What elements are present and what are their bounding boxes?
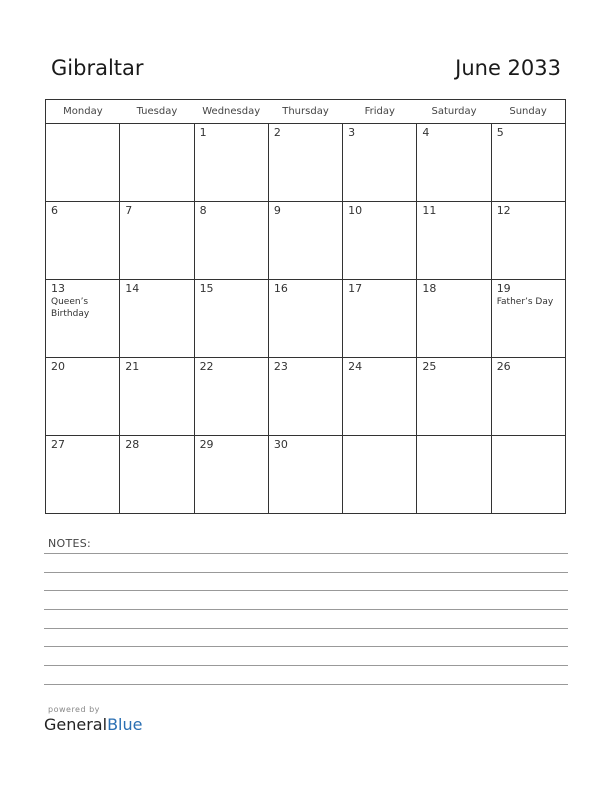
calendar-day-cell: [268, 124, 342, 202]
calendar-day-cell: [194, 202, 268, 280]
notes-line: [44, 553, 568, 554]
weekday-header: Sunday: [491, 100, 565, 124]
weekday-header: Saturday: [417, 100, 491, 124]
day-number: 29: [199, 438, 214, 451]
day-number: 8: [199, 204, 207, 217]
calendar-day-cell: [46, 124, 120, 202]
day-number: 26: [496, 360, 511, 373]
notes-line: [44, 572, 568, 573]
calendar-day-cell: [491, 124, 565, 202]
calendar-day-cell: [194, 436, 268, 514]
calendar-day-cell: [120, 436, 194, 514]
day-number: 3: [348, 126, 356, 139]
day-number: 30: [273, 438, 288, 451]
day-number: 12: [496, 204, 511, 217]
calendar-day-cell: [120, 280, 194, 358]
calendar-day-cell: [491, 280, 565, 358]
holiday-label: Queen’s Birthday: [51, 297, 90, 319]
day-number: 20: [51, 360, 65, 373]
brand-name: [44, 715, 142, 734]
calendar-week-row: [46, 436, 566, 514]
calendar-body: [46, 124, 566, 514]
notes-line: [44, 609, 568, 610]
calendar-week-row: [46, 124, 566, 202]
calendar-day-cell: [268, 358, 342, 436]
brand-name-general: General: [44, 715, 108, 734]
calendar-day-cell: [343, 436, 417, 514]
day-number: 25: [422, 360, 437, 373]
calendar-day-cell: [194, 280, 268, 358]
calendar-day-cell: [268, 436, 342, 514]
calendar-week-row: [46, 358, 566, 436]
day-number: 16: [273, 282, 288, 295]
day-number: 13: [51, 282, 65, 295]
day-number: 24: [348, 360, 363, 373]
calendar-day-cell: [343, 202, 417, 280]
calendar-day-cell: [268, 202, 342, 280]
calendar-day-cell: [120, 202, 194, 280]
day-number: 4: [422, 126, 430, 139]
day-number: 14: [125, 282, 140, 295]
notes-line: [44, 628, 568, 629]
day-number: 23: [273, 360, 288, 373]
weekday-header-row: [46, 100, 566, 124]
calendar-day-cell: [343, 124, 417, 202]
weekday-header: Monday: [46, 100, 120, 124]
notes-line: [44, 665, 568, 666]
calendar-day-cell: [417, 280, 491, 358]
day-number: 22: [199, 360, 214, 373]
calendar-day-cell: [46, 358, 120, 436]
day-number: 19: [496, 282, 511, 295]
calendar-day-cell: [417, 436, 491, 514]
calendar-day-cell: [46, 436, 120, 514]
day-number: 27: [51, 438, 65, 451]
weekday-header: Friday: [343, 100, 417, 124]
notes-label: NOTES:: [48, 537, 92, 550]
day-number: 11: [422, 204, 437, 217]
day-number: 15: [199, 282, 214, 295]
holiday-label: Father’s Day: [496, 297, 554, 307]
day-number: 5: [496, 126, 504, 139]
calendar-day-cell: [491, 436, 565, 514]
day-number: 21: [125, 360, 140, 373]
calendar-week-row: [46, 202, 566, 280]
notes-line: [44, 646, 568, 647]
calendar-grid: [45, 99, 566, 514]
powered-by-text: powered by: [48, 705, 100, 714]
calendar-day-cell: [194, 124, 268, 202]
brand-name-blue: Blue: [107, 715, 143, 734]
calendar-day-cell: [120, 358, 194, 436]
calendar-day-cell: [417, 124, 491, 202]
calendar-day-cell: [46, 280, 120, 358]
calendar-day-cell: [194, 358, 268, 436]
calendar-week-row: [46, 280, 566, 358]
day-number: 18: [422, 282, 437, 295]
day-number: 28: [125, 438, 140, 451]
calendar-day-cell: [343, 358, 417, 436]
month-year-title: June 2033: [455, 56, 561, 80]
notes-line: [44, 590, 568, 591]
day-number: 17: [348, 282, 363, 295]
calendar-day-cell: [417, 202, 491, 280]
calendar-day-cell: [417, 358, 491, 436]
day-number: 1: [199, 126, 207, 139]
day-number: 7: [125, 204, 133, 217]
brand-logo: [44, 705, 142, 734]
calendar-day-cell: [491, 358, 565, 436]
notes-line: [44, 684, 568, 685]
calendar-day-cell: [343, 280, 417, 358]
calendar-day-cell: [120, 124, 194, 202]
calendar-day-cell: [46, 202, 120, 280]
day-number: 6: [51, 204, 58, 217]
weekday-header: Tuesday: [120, 100, 194, 124]
weekday-header: Thursday: [268, 100, 342, 124]
calendar-day-cell: [268, 280, 342, 358]
weekday-header: Wednesday: [194, 100, 268, 124]
day-number: 10: [348, 204, 363, 217]
country-title: Gibraltar: [51, 56, 144, 80]
day-number: 9: [273, 204, 281, 217]
calendar-day-cell: [491, 202, 565, 280]
day-number: 2: [273, 126, 281, 139]
